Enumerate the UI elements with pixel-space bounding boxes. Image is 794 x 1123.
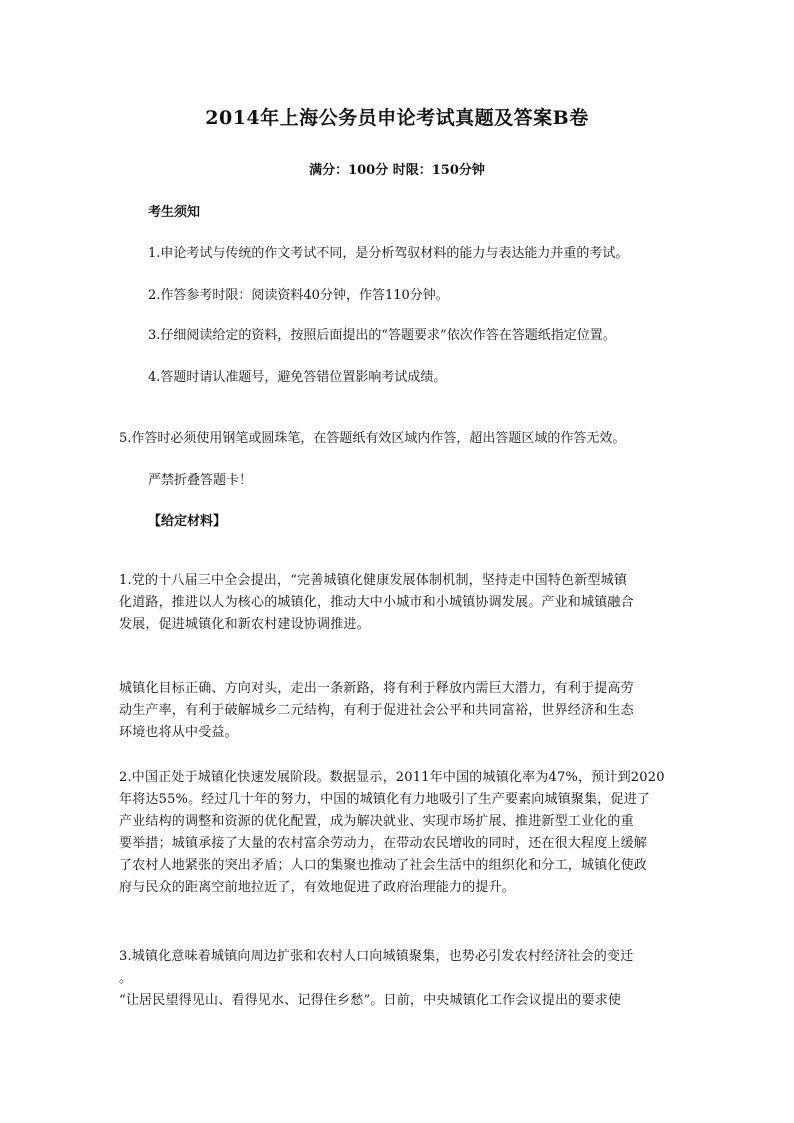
paragraph-line: 发展，促进城镇化和新农村建设协调推进。 — [119, 617, 370, 632]
paragraph-line: 要举措；城镇承接了大量的农村富余劳动力，在带动农民增收的同时，还在很大程度上缓解 — [119, 836, 648, 851]
notice-item-5: 5.作答时必须使用钢笔或圆珠笔，在答题纸有效区域内作答，超出答题区域的作答无效。 — [119, 431, 626, 446]
notice-item-4: 4.答题时请认准题号，避免答错位置影响考试成绩。 — [148, 370, 447, 385]
paragraph-line: 年将达55%。经过几十年的努力，中国的城镇化有力地吸引了生产要素向城镇聚集，促进了 — [119, 792, 651, 807]
paragraph-line: “让居民望得见山、看得见水、记得住乡愁”。日前，中央城镇化工作会议提出的要求使 — [119, 993, 622, 1008]
paragraph-line: 城镇化目标正确、方向对头，走出一条新路，将有利于释放内需巨大潜力，有利于提高劳 — [119, 681, 634, 696]
paragraph-line: 化道路，推进以人为核心的城镇化，推动大中小城市和小城镇协调发展。产业和城镇融合 — [119, 595, 634, 610]
paragraph-line: 府与民众的距离空前地拉近了，有效地促进了政府治理能力的提升。 — [119, 880, 516, 895]
material-paragraph-1 — [119, 570, 679, 636]
notice-heading: 考生须知 — [148, 205, 201, 220]
material-paragraph-2 — [119, 678, 679, 744]
notice-warning: 严禁折叠答题卡！ — [148, 473, 253, 488]
paragraph-line: 2.中国正处于城镇化快速发展阶段。数据显示，2011年中国的城镇化率为47%，预计到2020 — [119, 770, 665, 785]
material-paragraph-4 — [119, 946, 679, 1012]
paragraph-line: 。 — [119, 971, 133, 986]
paragraph-line: 动生产率，有利于破解城乡二元结构，有利于促进社会公平和共同富裕，世界经济和生态 — [119, 703, 634, 718]
notice-item-2: 2.作答参考时限：阅读资料40分钟，作答110分钟。 — [148, 288, 449, 303]
paragraph-line: 产业结构的调整和资源的优化配置，成为解决就业、实现市场扩展、推进新型工业化的重 — [119, 814, 634, 829]
paragraph-line: 1.党的十八届三中全会提出，“完善城镇化健康发展体制机制，坚持走中国特色新型城镇 — [119, 573, 628, 588]
paragraph-line: 环境也将从中受益。 — [119, 725, 238, 740]
materials-heading: 【给定材料】 — [148, 514, 227, 529]
paragraph-line: 了农村人地紧张的突出矛盾；人口的集聚也推动了社会生活中的组织化和分工，城镇化使政 — [119, 858, 648, 873]
document-title: 2014年上海公务员申论考试真题及答案B卷 — [205, 107, 589, 129]
document-subtitle: 满分：100分 时限：150分钟 — [309, 163, 485, 178]
paragraph-line: 3.城镇化意味着城镇向周边扩张和农村人口向城镇聚集，也势必引发农村经济社会的变迁 — [119, 949, 634, 964]
material-paragraph-3 — [119, 767, 679, 899]
notice-item-1: 1.申论考试与传统的作文考试不同，是分析驾驭材料的能力与表达能力并重的考试。 — [148, 246, 629, 261]
notice-item-3: 3.仔细阅读给定的资料，按照后面提出的“答题要求”依次作答在答题纸指定位置。 — [148, 328, 616, 343]
